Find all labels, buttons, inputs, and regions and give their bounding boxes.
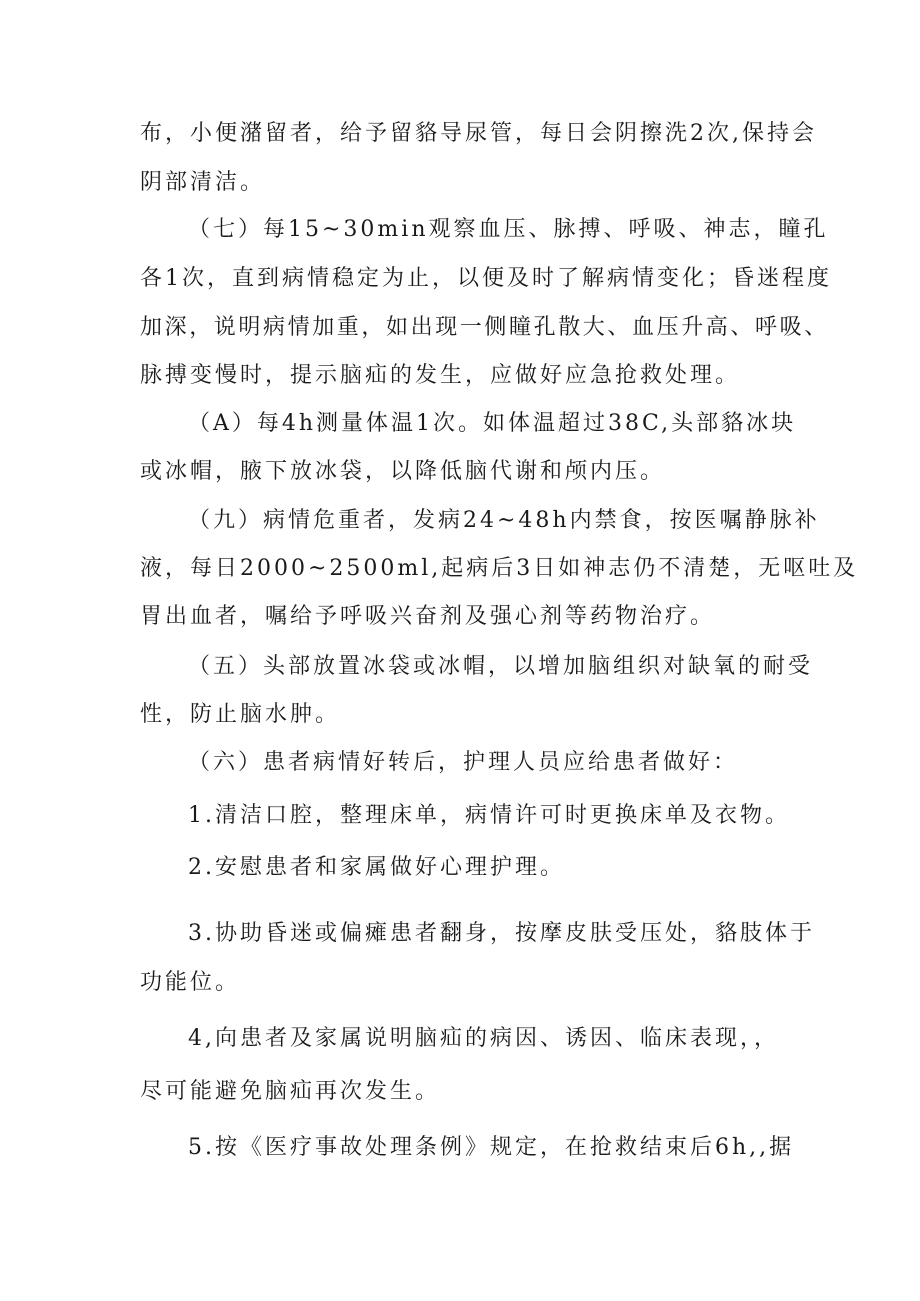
text-line: 性，防止脑水肿。 (140, 702, 341, 727)
paragraph-start-line: （六）患者病情好转后，护理人员应给患者做好： (188, 750, 739, 775)
text-line: 阴部清洁。 (140, 170, 266, 195)
text-line: 脉搏变慢时，提示脑疝的发生，应做好应急抢救处理。 (140, 363, 741, 388)
text-line: 液，每日2000~2500ml,起病后3日如神志仍不清楚，无呕吐及 (140, 556, 859, 581)
list-item: 3.协助昏迷或偏瘫患者翻身，按摩皮肤受压处，貉肢体于 (188, 921, 815, 946)
list-item: 1.清洁口腔，整理床单，病情许可时更换床单及衣物。 (188, 803, 790, 828)
paragraph-start-line: （五）头部放置冰袋或冰帽，以增加脑组织对缺氧的耐受 (188, 654, 814, 679)
text-line: 加深，说明病情加重，如出现一侧瞳孔散大、血压升高、呼吸、 (140, 315, 829, 340)
text-line: 或冰帽，腋下放冰袋，以降低脑代谢和颅内压。 (140, 459, 666, 484)
text-line: 尽可能避免脑疝再次发生。 (140, 1079, 441, 1104)
list-item: 2.安慰患者和家属做好心理护理。 (188, 855, 565, 880)
paragraph-start-line: （A）每4h测量体温1次。如体温超过38C,头部貉冰块 (188, 411, 797, 436)
paragraph-start-line: （七）每15~30min观察血压、脉搏、呼吸、神志，瞳孔 (188, 217, 829, 242)
list-item: 5.按《医疗事故处理条例》规定，在抢救结束后6h,,据 (188, 1135, 795, 1160)
list-item: 4,向患者及家属说明脑疝的病因、诱因、临床表现，， (188, 1026, 779, 1051)
text-line: 功能位。 (140, 970, 241, 995)
text-line: 胃出血者，嘱给予呼吸兴奋剂及强心剂等药物治疗。 (140, 604, 716, 629)
text-line: 布，小便潴留者，给予留貉导尿管，每日会阴擦洗2次,保持会 (140, 121, 817, 146)
text-line: 各1次，直到病情稳定为止，以便及时了解病情变化；昏迷程度 (140, 266, 832, 291)
paragraph-start-line: （九）病情危重者，发病24~48h内禁食，按医嘱静脉补 (188, 508, 820, 533)
